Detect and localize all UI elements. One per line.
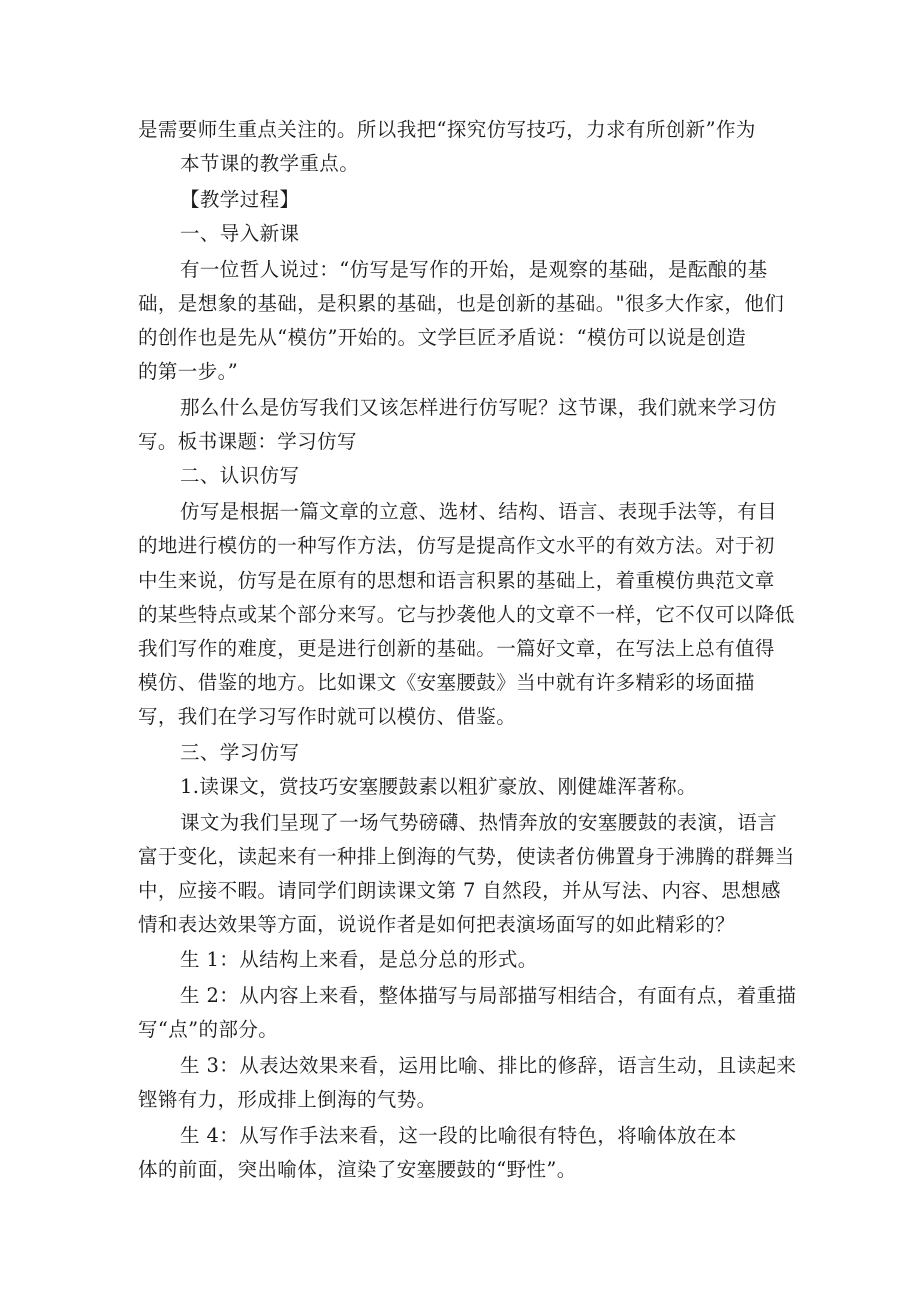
text-line: 础，是想象的基础，是积累的基础，也是创新的基础。"很多大作家，他们 [138,292,785,315]
text-line: 生 4：从写作手法来看，这一段的比喻很有特色，将喻体放在本 [180,1124,737,1147]
text-line: 的某些特点或某个部分来写。它与抄袭他人的文章不一样，它不仅可以降低 [138,603,795,626]
text-line: 中，应接不暇。请同学们朗读课文第 7 自然段，并从写法、内容、思想感 [138,879,781,902]
section-heading: 一、导入新课 [180,222,300,245]
text-line: 本节课的教学重点。 [180,152,360,175]
text-line: 的第一步。” [138,360,239,383]
text-line: 课文为我们呈现了一场气势磅礴、热情奔放的安塞腰鼓的表演，语言 [180,811,778,834]
text-line: 的地进行模仿的一种写作方法，仿写是提高作文水平的有效方法。对于初 [138,534,775,557]
text-line: 的创作也是先从“模仿”开始的。文学巨匠矛盾说：“模仿可以说是创造 [138,326,747,349]
text-line: 那么什么是仿写我们又该怎样进行仿写呢？这节课，我们就来学习仿 [180,396,778,419]
text-line: 写“点”的部分。 [138,1018,279,1041]
text-line: 是需要师生重点关注的。所以我把“探究仿写技巧，力求有所创新”作为 [138,118,756,141]
text-line: 模仿、借鉴的地方。比如课文《安塞腰鼓》当中就有许多精彩的场面描 [138,671,755,694]
text-line: 有一位哲人说过：“仿写是写作的开始，是观察的基础，是酝酿的基 [180,258,768,281]
text-line: 生 2：从内容上来看，整体描写与局部描写相结合，有面有点，着重描 [180,984,797,1007]
text-line: 我们写作的难度，更是进行创新的基础。一篇好文章，在写法上总有值得 [138,637,775,660]
text-line: 仿写是根据一篇文章的立意、选材、结构、语言、表现手法等，有目 [180,500,778,523]
text-line: 写，我们在学习写作时就可以模仿、借鉴。 [138,705,517,728]
section-heading: 三、学习仿写 [180,741,300,764]
text-line: 生 1：从结构上来看，是总分总的形式。 [180,948,538,971]
section-heading: 二、认识仿写 [180,464,300,487]
text-line: 体的前面，突出喻体，渲染了安塞腰鼓的“野性”。 [138,1158,577,1181]
text-line: 情和表达效果等方面，说说作者是如何把表演场面写的如此精彩的？ [138,913,736,936]
text-line: 中生来说，仿写是在原有的思想和语言积累的基础上，着重模仿典范文章 [138,569,775,592]
text-line: 生 3：从表达效果来看，运用比喻、排比的修辞，语言生动，且读起来 [180,1054,797,1077]
text-line: 富于变化，读起来有一种排上倒海的气势，使读者仿佛置身于沸腾的群舞当 [138,845,795,868]
section-heading: 【教学过程】 [180,188,300,211]
text-line: 铿锵有力，形成排上倒海的气势。 [138,1088,437,1111]
text-line: 1.读课文，赏技巧安塞腰鼓素以粗犷豪放、刚健雄浑著称。 [180,775,697,798]
text-line: 写。板书课题：学习仿写 [138,430,357,453]
